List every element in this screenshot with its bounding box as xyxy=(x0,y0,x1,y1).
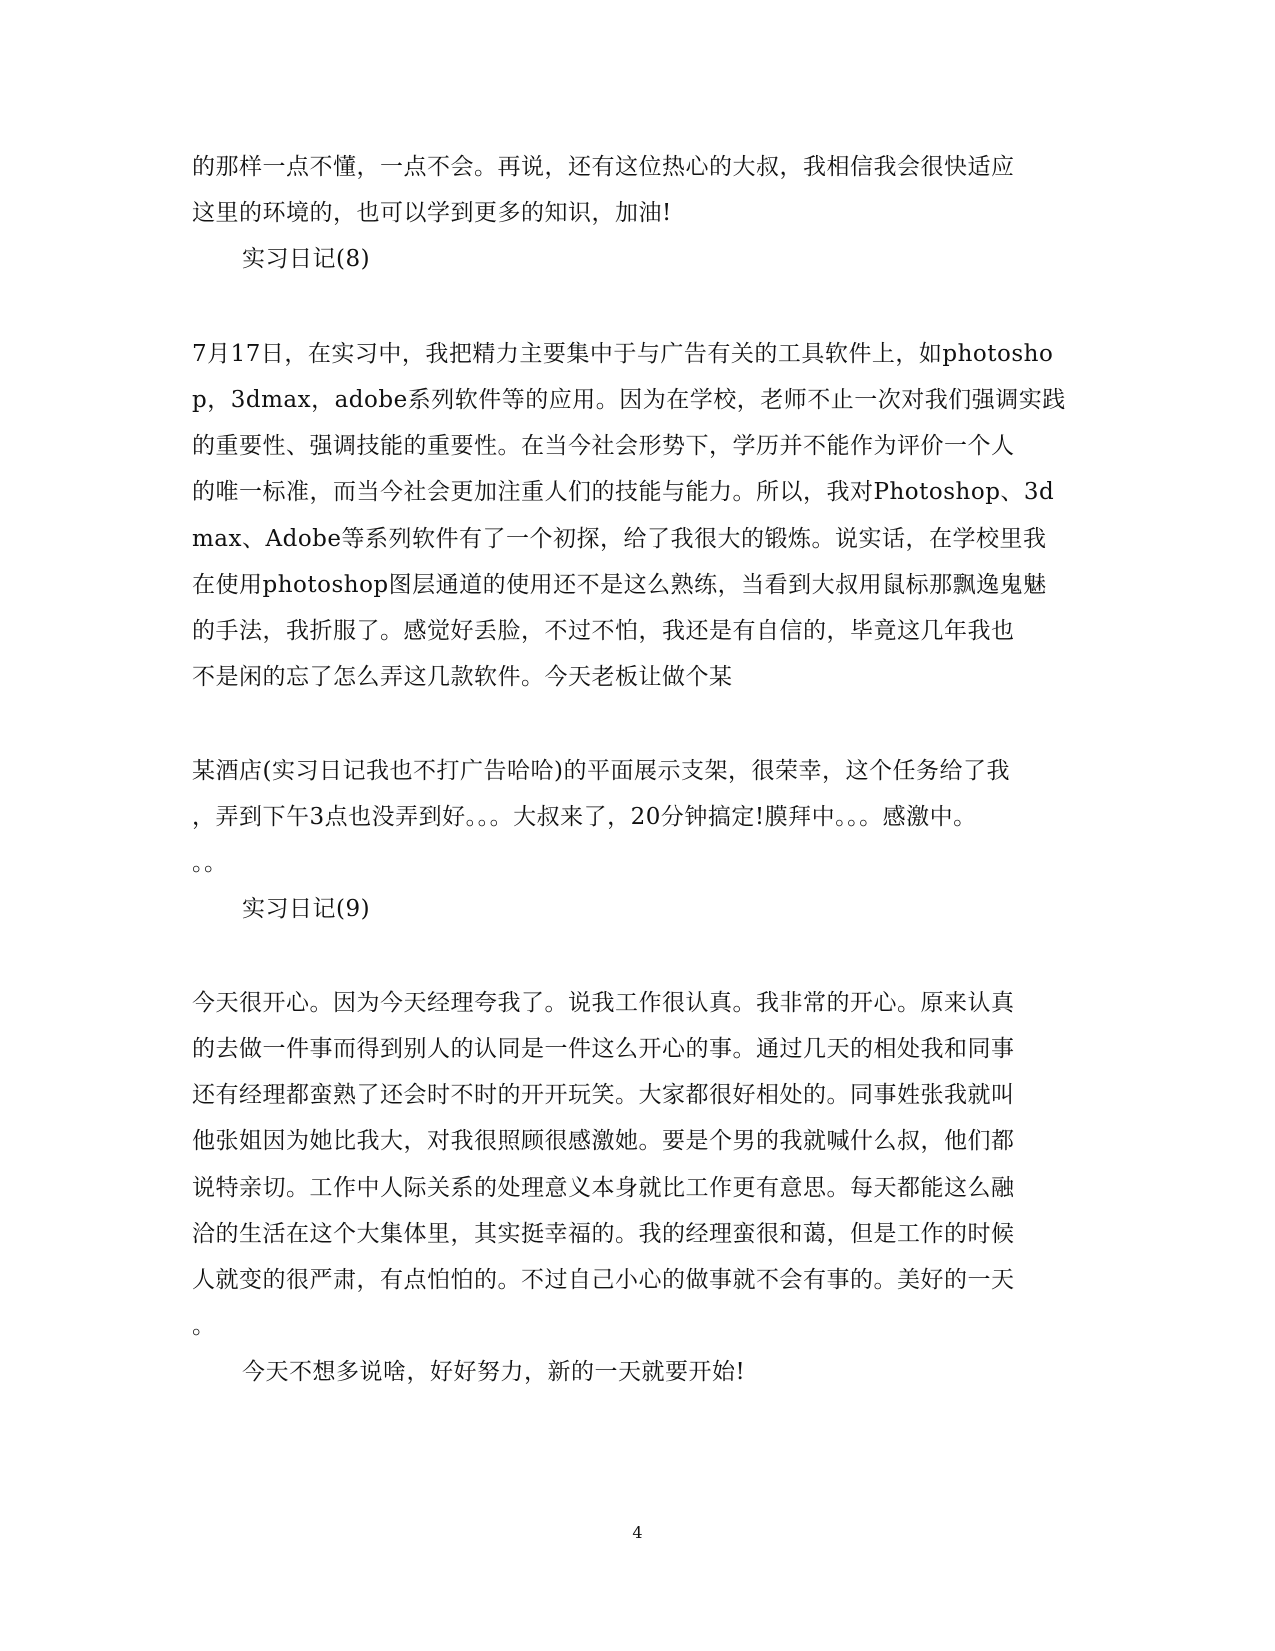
paragraph-line: 。 xyxy=(192,1313,216,1339)
paragraph-line: p，3dmax，adobe系列软件等的应用。因为在学校，老师不止一次对我们强调实践 xyxy=(192,387,1066,413)
paragraph-line: 的去做一件事而得到别人的认同是一件这么开心的事。通过几天的相处我和同事 xyxy=(192,1036,1015,1062)
paragraph-line: 的手法，我折服了。感觉好丢脸，不过不怕，我还是有自信的，毕竟这几年我也 xyxy=(192,618,1015,644)
paragraph-line: max、Adobe等系列软件有了一个初探，给了我很大的锻炼。说实话，在学校里我 xyxy=(192,526,1047,552)
page-number: 4 xyxy=(632,1523,643,1542)
paragraph-line: 他张姐因为她比我大，对我很照顾很感激她。要是个男的我就喊什么叔，他们都 xyxy=(192,1128,1015,1154)
paragraph-line: 在使用photoshop图层通道的使用还不是这么熟练，当看到大叔用鼠标那飘逸鬼魅 xyxy=(192,572,1047,598)
paragraph-line: 的唯一标准，而当今社会更加注重人们的技能与能力。所以，我对Photoshop、3d xyxy=(192,479,1055,505)
paragraph-line: 7月17日，在实习中，我把精力主要集中于与广告有关的工具软件上，如photosho xyxy=(192,341,1054,367)
paragraph-line: 说特亲切。工作中人际关系的处理意义本身就比工作更有意思。每天都能这么融 xyxy=(192,1175,1015,1201)
paragraph-line: 今天很开心。因为今天经理夸我了。说我工作很认真。我非常的开心。原来认真 xyxy=(192,990,1015,1016)
section-heading: 实习日记(8) xyxy=(242,246,371,272)
paragraph-line: ，弄到下午3点也没弄到好。。。大叔来了，20分钟搞定!膜拜中。。。感激中。 xyxy=(192,804,977,830)
paragraph-line: 的重要性、强调技能的重要性。在当今社会形势下，学历并不能作为评价一个人 xyxy=(192,433,1015,459)
paragraph-line: 的那样一点不懂，一点不会。再说，还有这位热心的大叔，我相信我会很快适应 xyxy=(192,154,1015,180)
paragraph-line: 。。 xyxy=(192,850,228,876)
paragraph-line: 还有经理都蛮熟了还会时不时的开开玩笑。大家都很好相处的。同事姓张我就叫 xyxy=(192,1082,1015,1108)
paragraph-line: 人就变的很严肃，有点怕怕的。不过自己小心的做事就不会有事的。美好的一天 xyxy=(192,1267,1015,1293)
paragraph-line: 某酒店(实习日记我也不打广告哈哈)的平面展示支架，很荣幸，这个任务给了我 xyxy=(192,758,1010,784)
paragraph-line: 洽的生活在这个大集体里，其实挺幸福的。我的经理蛮很和蔼，但是工作的时候 xyxy=(192,1221,1015,1247)
section-heading: 实习日记(9) xyxy=(242,896,371,922)
paragraph-line: 不是闲的忘了怎么弄这几款软件。今天老板让做个某 xyxy=(192,664,733,690)
paragraph-line: 这里的环境的，也可以学到更多的知识，加油! xyxy=(192,200,672,226)
closing-line: 今天不想多说啥，好好努力，新的一天就要开始! xyxy=(242,1359,746,1385)
